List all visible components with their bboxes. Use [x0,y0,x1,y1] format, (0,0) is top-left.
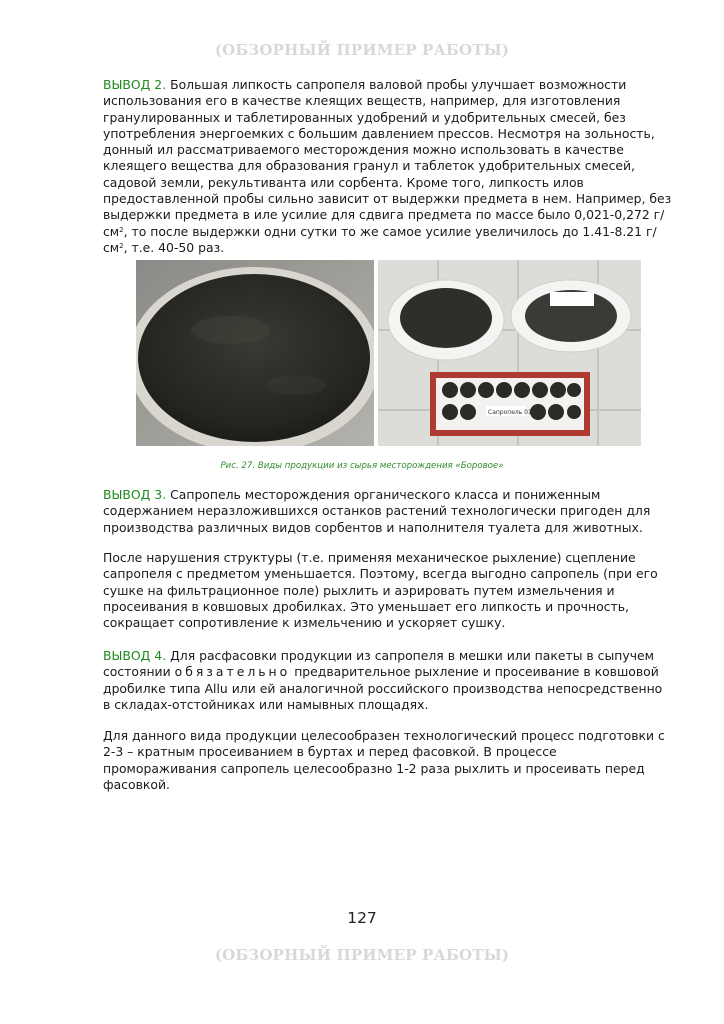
conclusion-label: ВЫВОД 2. [103,77,167,92]
paragraph-structure: После нарушения структуры (т.е. применяя механическое рыхление) сцепление сапропеля с предметом уменьшается. Поэтому, всегда выгодно сапропель (при его сушке на фильтрационное поле) рыхлить и аэрировать путем измельчения и просеивания в ковшовых дробилках. Это уменьшает его липкость и прочность, сокращает сопротивление к измельчению и ускоряет сушку. [103,550,658,631]
superscript: 2 [119,241,124,250]
sample-label: Сапропель 01 [488,409,532,416]
wet-sapropel-image [136,260,374,446]
page-number: 127 [347,909,377,927]
paragraph-conclusion-3 [103,487,673,536]
paragraph-text: Большая липкость сапропеля валовой пробы улучшает возможности использования его в качестве клеящих веществ, например, для изготовления гранулированных и таблетированных удобрений и удобрительных смесей, без употребления энергоемких с большим давлением прессов. Несмотря на зольность, донный ил рассматриваемого месторождения можно использовать в качестве клеящего вещества для образования гранул и таблеток удобрительных смесей, садовой земли, рекультиванта или сорбента. Кроме того, липкость илов предоставленной пробы сильно зависит от выдержки предмета в нем. Например, без выдержки предмета в иле усилие для сдвига предмета по массе было 0,021-0,272 г/см [103,77,672,239]
paragraph-text: , т.е. 40-50 раз. [123,239,225,255]
emphasized-word: обязательно [174,664,291,680]
figure-caption: Рис. 27. Виды продукции из сырья месторождения «Боровое» [220,461,504,471]
conclusion-label: ВЫВОД 3. [103,487,167,502]
paragraph-conclusion-4 [103,648,673,713]
watermark-top: (ОБЗОРНЫЙ ПРИМЕР РАБОТЫ) [214,41,510,59]
photo-granulated-products [378,260,641,446]
granulated-products-image [378,260,641,446]
conclusion-label: ВЫВОД 4. [103,648,167,663]
paragraph-text: предварительное рыхление и просеивание в ковшовой дробилке типа Allu или ей аналогичной российского производства непосредственно в складах-отстойниках или намывных площадях. [103,664,663,712]
watermark-bottom: (ОБЗОРНЫЙ ПРИМЕР РАБОТЫ) [214,946,510,964]
paragraph-text: , то после выдержки одни сутки то же самое усилие увеличилось до 1.41-8.21 г/см [103,223,657,255]
paragraph-text: Сапропель месторождения органического класса и пониженным содержанием неразложившихся останков растений технологически пригоден для производства различных видов сорбентов и наполнителя туалета для животных. [103,487,651,535]
superscript: 2 [119,225,124,234]
paragraph-technology: Для данного вида продукции целесообразен технологический процесс подготовки с 2-3 – кратным просеиванием в буртах и перед фасовкой. В процессе промораживания сапропель целесообразно 1-2 раза рыхлить и просеивать перед фасовкой. [103,728,665,792]
paragraph-text: Для расфасовки продукции из сапропеля в мешки или пакеты в сыпучем состоянии [103,648,654,680]
paragraph-conclusion-2 [103,77,673,256]
photo-wet-sapropel [136,260,374,446]
